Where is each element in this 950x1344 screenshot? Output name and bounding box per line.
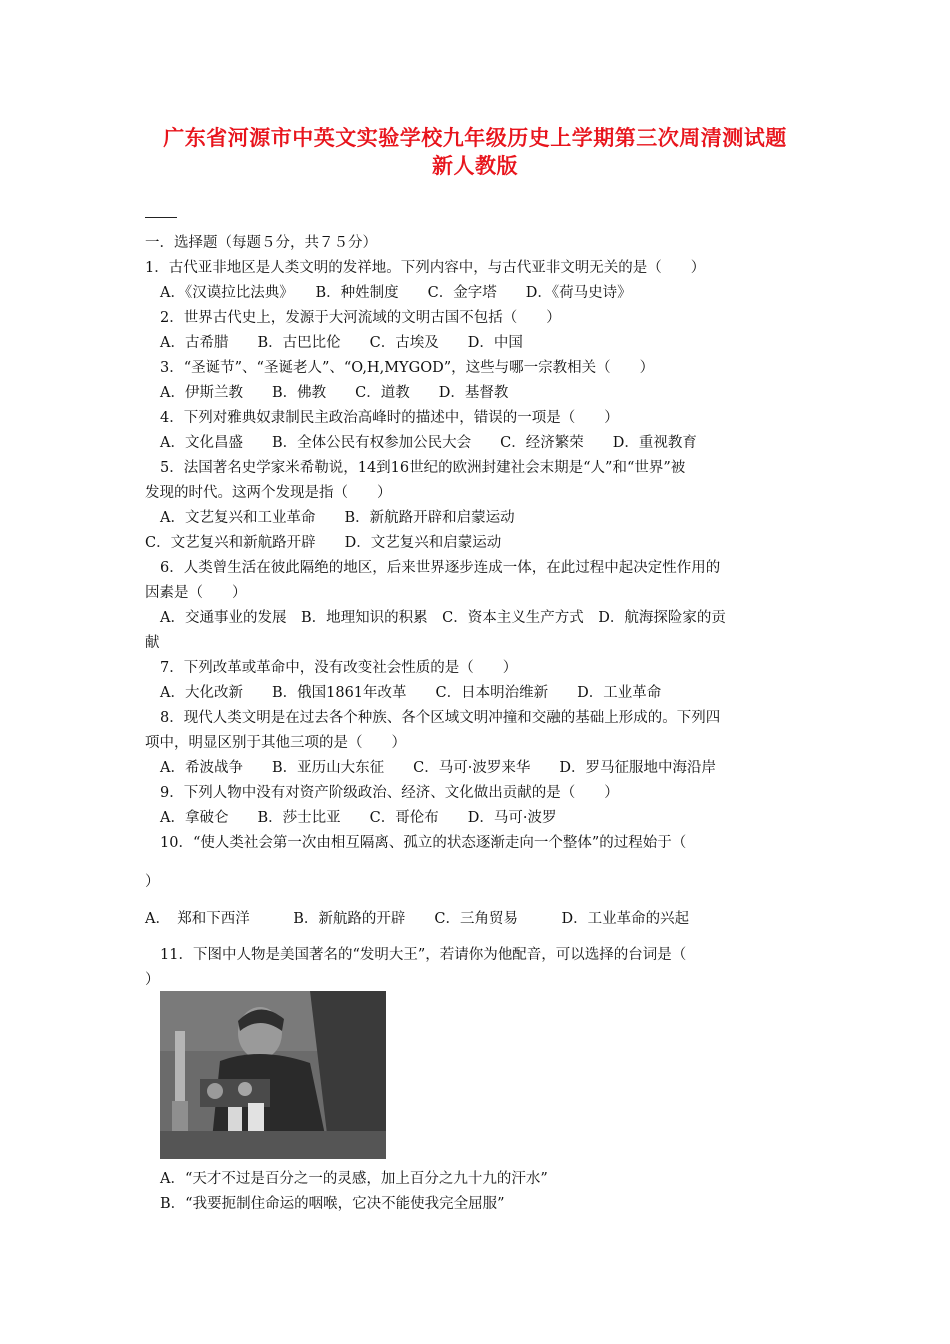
question-4: 4．下列对雅典奴隶制民主政治高峰时的描述中，错误的一项是（ ）: [160, 410, 619, 426]
question-10-options: A． 郑和下西洋 B．新航路的开辟 C．三角贸易 D．工业革命的兴起: [145, 911, 690, 927]
document-title-line-1: 广东省河源市中英文实验学校九年级历史上学期第三次周清测试题: [163, 126, 787, 150]
question-9: 9．下列人物中没有对资产阶级政治、经济、文化做出贡献的是（ ）: [160, 785, 619, 801]
question-8-options: A．希波战争 B．亚历山大东征 C．马可·波罗来华 D．罗马征服地中海沿岸: [160, 760, 716, 776]
question-11-cont: ）: [145, 972, 160, 988]
question-5-options-c: C．文艺复兴和新航路开辟 D．文艺复兴和启蒙运动: [145, 535, 502, 551]
question-3: 3．“圣诞节”、“圣诞老人”、“O,H,MYGOD”，这些与哪一宗教相关（ ）: [160, 360, 655, 376]
question-11: 11．下图中人物是美国著名的“发明大王”，若请你为他配音，可以选择的台词是（: [160, 947, 687, 963]
question-2: 2．世界古代史上，发源于大河流域的文明古国不包括（ ）: [160, 310, 561, 326]
question-6-cont: 因素是（ ）: [145, 585, 247, 601]
header-rule: [145, 217, 177, 218]
document-title-line-2: 新人教版: [432, 154, 518, 178]
question-5-options-a: A．文艺复兴和工业革命 B．新航路开辟和启蒙运动: [160, 510, 515, 526]
question-5-cont: 发现的时代。这两个发现是指（ ）: [145, 485, 392, 501]
question-6: 6．人类曾生活在彼此隔绝的地区，后来世界逐步连成一体，在此过程中起决定性作用的: [160, 560, 721, 576]
question-10: 10．“使人类社会第一次由相互隔离、孤立的状态逐渐走向一个整体”的过程始于（: [160, 835, 687, 851]
question-7: 7．下列改革或革命中，没有改变社会性质的是（ ）: [160, 660, 518, 676]
question-6-options-cont: 献: [145, 635, 160, 651]
question-5: 5．法国著名史学家米希勒说，14到16世纪的欧洲封建社会末期是“人”和“世界”被: [160, 460, 686, 476]
inventor-photo-illustration: [160, 991, 386, 1159]
question-1: 1．古代亚非地区是人类文明的发祥地。下列内容中，与古代亚非文明无关的是（ ）: [145, 260, 706, 276]
question-11-option-a: A．“天才不过是百分之一的灵感，加上百分之九十九的汗水”: [160, 1171, 548, 1187]
question-6-options: A．交通事业的发展 B．地理知识的积累 C．资本主义生产方式 D．航海探险家的贡: [160, 610, 726, 626]
question-2-options: A．古希腊 B．古巴比伦 C．古埃及 D．中国: [160, 335, 523, 351]
section-heading: 一．选择题（每题５分，共７５分）: [145, 235, 377, 251]
question-10-cont: ）: [145, 874, 160, 890]
question-4-options: A．文化昌盛 B．全体公民有权参加公民大会 C．经济繁荣 D．重视教育: [160, 435, 697, 451]
inventor-photo: [160, 991, 386, 1159]
question-8-cont: 项中，明显区别于其他三项的是（ ）: [145, 735, 406, 751]
question-11-option-b: B．“我要扼制住命运的咽喉，它决不能使我完全屈服”: [160, 1196, 505, 1212]
question-3-options: A．伊斯兰教 B．佛教 C．道教 D．基督教: [160, 385, 509, 401]
question-8: 8．现代人类文明是在过去各个种族、各个区域文明冲撞和交融的基础上形成的。下列四: [160, 710, 721, 726]
question-1-options: A．《汉谟拉比法典》 B．种姓制度 C．金字塔 D．《荷马史诗》: [160, 285, 632, 301]
question-7-options: A．大化改新 B．俄国1861年改革 C．日本明治维新 D．工业革命: [160, 685, 662, 701]
question-9-options: A．拿破仑 B．莎士比亚 C．哥伦布 D．马可·波罗: [160, 810, 557, 826]
